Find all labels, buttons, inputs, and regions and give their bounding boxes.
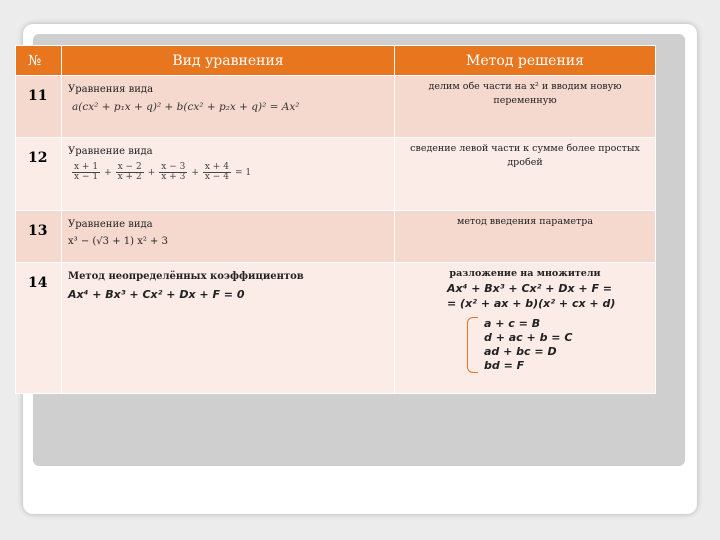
equation-formula: a(cx² + p₁x + q)² + b(cx² + p₂x + q)² = Ax² [72, 101, 300, 113]
fraction: $\frac{x - 2}{x + 2}$ [117, 162, 142, 183]
equations-table [15, 45, 656, 394]
row-number: 14 [16, 263, 62, 394]
system-line: bd = F [484, 359, 525, 373]
table-row [16, 263, 656, 394]
fraction: $\frac{x + 1}{x - 1}$ [74, 162, 99, 183]
row-number: 12 [16, 138, 62, 211]
equation-cell [62, 263, 395, 394]
equation-label: Уравнения вида [68, 84, 154, 95]
table-row [16, 211, 656, 263]
equation-cell [62, 138, 395, 211]
method-text: делим обе части на x² и вводим новую переменную [428, 81, 622, 107]
method-cell [395, 211, 656, 263]
header-number: № [16, 46, 62, 76]
header-equation-type: Вид уравнения [62, 46, 395, 76]
equation-formula: Ax⁴ + Bx³ + Cx² + Dx + F = 0 [68, 288, 245, 301]
table-row [16, 76, 656, 138]
row-number: 11 [16, 76, 62, 138]
method-cell [395, 138, 656, 211]
equation-label: Уравнение вида [68, 219, 153, 230]
equation-cell [62, 211, 395, 263]
equation-label: Уравнение вида [68, 146, 153, 157]
table-header-row [16, 46, 656, 76]
system-line: ad + bc = D [484, 345, 557, 359]
header-solution-method: Метод решения [395, 46, 656, 76]
fraction: $\frac{x + 4}{x - 4}$ [204, 162, 229, 183]
equation-system [467, 317, 655, 373]
system-line: a + c = B [484, 317, 541, 331]
method-formula-line: Ax⁴ + Bx³ + Cx² + Dx + F = [447, 282, 612, 296]
equation-cell [62, 76, 395, 138]
system-brace [467, 317, 478, 373]
table-row [16, 138, 656, 211]
row-number: 13 [16, 211, 62, 263]
fraction: $\frac{x - 3}{x + 3}$ [161, 162, 186, 183]
method-text: разложение на множители [449, 268, 601, 279]
equation-formula: x³ − (√3 + 1) x² + 3 [68, 236, 168, 247]
fraction-rhs: = 1 [234, 167, 252, 178]
method-cell [395, 263, 656, 394]
equation-label: Метод неопределённых коэффициентов [68, 271, 304, 282]
fraction-equation: $\frac{x + 1}{x - 1}$ + $\frac{x - 2}{x + 2}$ + $\frac{x - 3}{x + 3}$ + $\frac{x + 4}{x - 4}$ = 1 [74, 162, 252, 183]
system-line: d + ac + b = C [484, 331, 573, 345]
method-text: метод введения параметра [456, 216, 594, 227]
method-cell [395, 76, 656, 138]
method-text: сведение левой части к сумме более простых дробей [410, 143, 640, 169]
method-formula-line: = (x² + ax + b)(x² + cx + d) [447, 297, 616, 311]
